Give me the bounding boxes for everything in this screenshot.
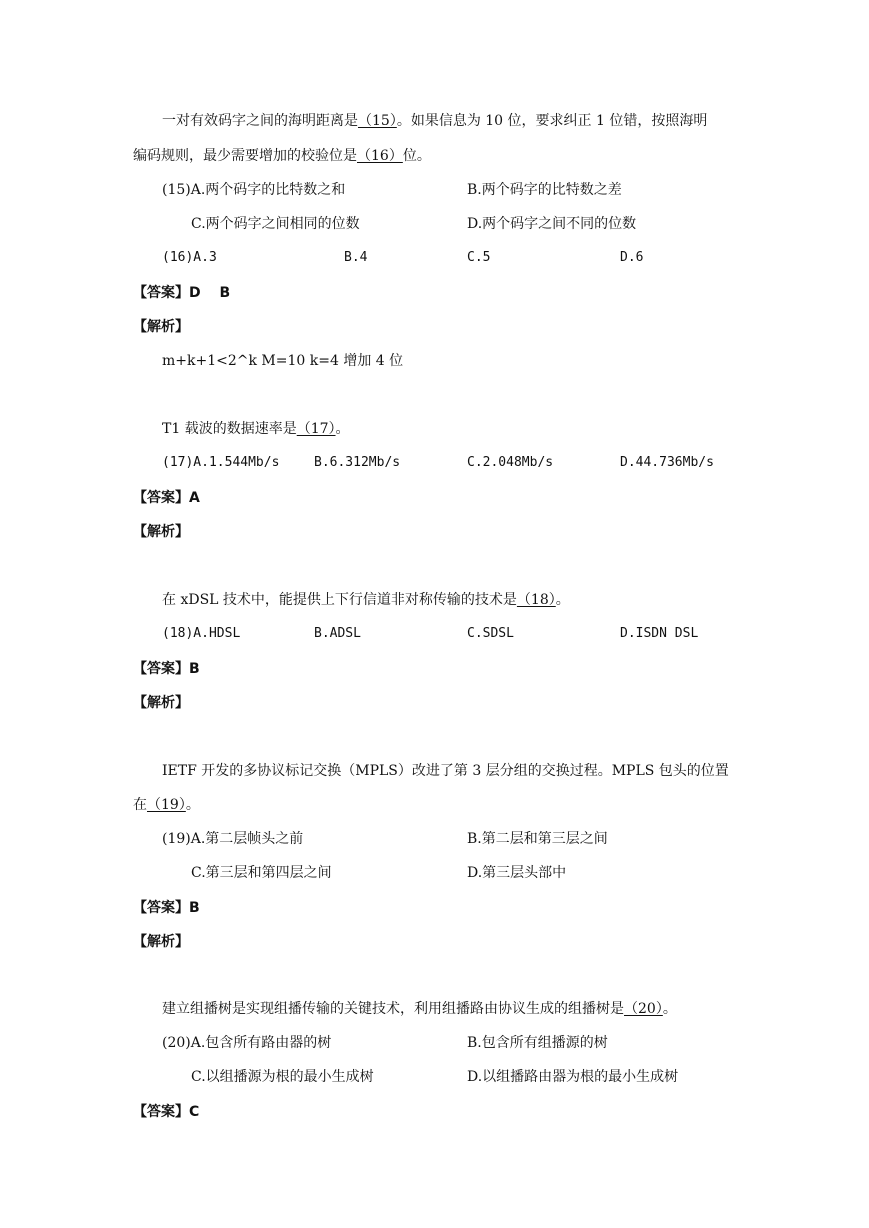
q16-option-b: B.4 bbox=[344, 250, 368, 265]
q20-stem-text-a: 建立组播树是实现组播传输的关键技术，利用组播路由协议生成的组播树是 bbox=[162, 1001, 624, 1017]
q17-option-a: (17)A.1.544Mb/s bbox=[162, 455, 280, 470]
q20-answer: 【答案】C bbox=[133, 1104, 200, 1120]
q15-stem-text-a: 一对有效码字之间的海明距离是 bbox=[162, 113, 358, 129]
q19-stem-line1: IETF 开发的多协议标记交换（MPLS）改进了第 3 层分组的交换过程。MPLS 包头的位置 bbox=[162, 763, 729, 779]
q20-stem bbox=[162, 999, 677, 1019]
q20-blank: （20） bbox=[624, 1001, 663, 1017]
q17-blank: （17） bbox=[296, 421, 336, 437]
q16-option-c: C.5 bbox=[467, 250, 491, 265]
q20-stem-text-b: 。 bbox=[662, 1001, 677, 1017]
q16-stem-text-b: 位。 bbox=[402, 148, 431, 164]
q16-stem-text-a: 编码规则，最少需要增加的校验位是 bbox=[133, 148, 357, 164]
q16-stem-line2 bbox=[133, 146, 431, 166]
q19-option-d: D.第三层头部中 bbox=[467, 865, 567, 881]
q20-option-d: D.以组播路由器为根的最小生成树 bbox=[467, 1069, 679, 1085]
q15-blank: （15） bbox=[358, 113, 397, 129]
q17-answer: 【答案】A bbox=[133, 490, 200, 506]
q19-blank: （19） bbox=[147, 797, 186, 813]
q18-option-d: D.ISDN DSL bbox=[620, 626, 699, 641]
q20-option-b: B.包含所有组播源的树 bbox=[467, 1035, 608, 1051]
q17-stem bbox=[162, 419, 350, 439]
q20-option-a: (20)A.包含所有路由器的树 bbox=[162, 1035, 332, 1051]
q15-16-answer: 【答案】D B bbox=[133, 285, 231, 301]
q15-stem-line1 bbox=[162, 111, 707, 131]
q15-16-analysis-text: m+k+1<2^k M=10 k=4 增加 4 位 bbox=[162, 353, 404, 369]
q19-stem-text-a: 在 bbox=[133, 797, 147, 813]
q20-option-c: C.以组播源为根的最小生成树 bbox=[191, 1069, 374, 1085]
q15-option-d: D.两个码字之间不同的位数 bbox=[467, 216, 637, 232]
q18-stem-text-b: 。 bbox=[555, 592, 570, 608]
q19-option-b: B.第二层和第三层之间 bbox=[467, 831, 608, 847]
q18-stem-text-a: 在 xDSL 技术中，能提供上下行信道非对称传输的技术是 bbox=[162, 592, 517, 608]
q17-analysis-label: 【解析】 bbox=[133, 524, 189, 540]
q16-option-a: (16)A.3 bbox=[162, 250, 217, 265]
q19-stem-line2 bbox=[133, 795, 200, 815]
q17-stem-text-a: T1 载波的数据速率是 bbox=[162, 421, 297, 437]
q19-option-a: (19)A.第二层帧头之前 bbox=[162, 831, 304, 847]
q19-stem-text-b: 。 bbox=[185, 797, 200, 813]
q17-option-c: C.2.048Mb/s bbox=[467, 455, 554, 470]
q19-option-c: C.第三层和第四层之间 bbox=[191, 865, 332, 881]
q17-option-d: D.44.736Mb/s bbox=[620, 455, 714, 470]
q18-answer: 【答案】B bbox=[133, 661, 200, 677]
q15-16-analysis-label: 【解析】 bbox=[133, 319, 189, 335]
q18-option-c: C.SDSL bbox=[467, 626, 514, 641]
q16-blank: （16） bbox=[357, 148, 403, 164]
q17-stem-text-b: 。 bbox=[335, 421, 350, 437]
q16-option-d: D.6 bbox=[620, 250, 644, 265]
q15-option-c: C.两个码字之间相同的位数 bbox=[191, 216, 360, 232]
q15-option-b: B.两个码字的比特数之差 bbox=[467, 182, 622, 198]
q18-option-b: B.ADSL bbox=[314, 626, 361, 641]
q15-option-a: (15)A.两个码字的比特数之和 bbox=[162, 182, 346, 198]
q19-analysis-label: 【解析】 bbox=[133, 934, 189, 950]
q18-analysis-label: 【解析】 bbox=[133, 695, 189, 711]
q18-option-a: (18)A.HDSL bbox=[162, 626, 241, 641]
q15-stem-text-b: 。如果信息为 10 位，要求纠正 1 位错，按照海明 bbox=[396, 113, 708, 129]
q18-blank: （18） bbox=[516, 592, 556, 608]
q17-option-b: B.6.312Mb/s bbox=[314, 455, 401, 470]
q19-answer: 【答案】B bbox=[133, 900, 200, 916]
q18-stem bbox=[162, 590, 570, 610]
